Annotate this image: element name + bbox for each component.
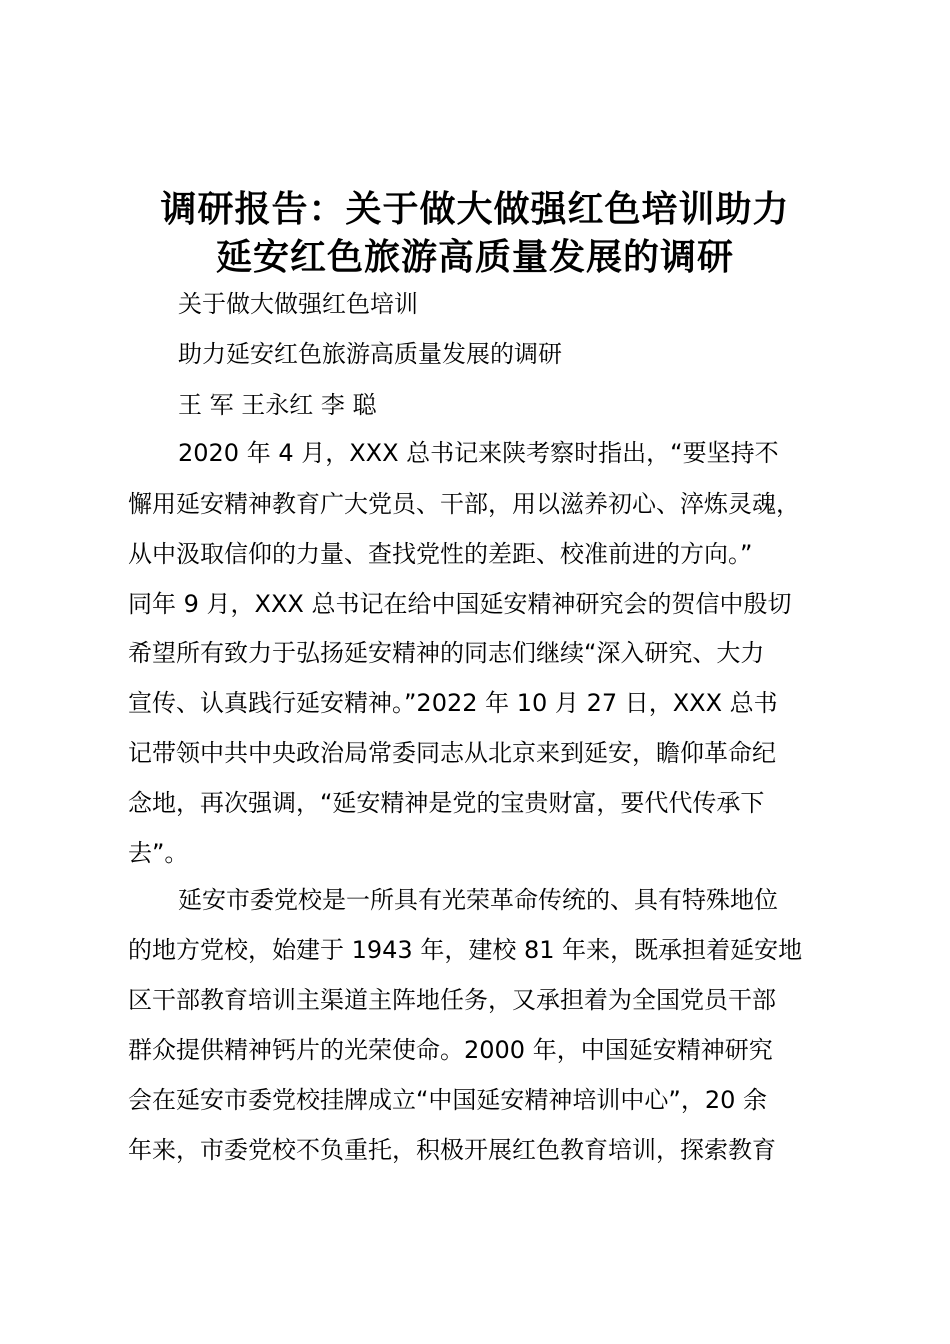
subtitle-line-1: 关于做大做强红色培训: [178, 290, 418, 318]
paragraph-2-line-2: 的地方党校，始建于 1943 年，建校 81 年来，既承担着延安地: [128, 936, 803, 964]
paragraph-1-line-8: 念地，再次强调，“延安精神是党的宝贵财富，要代代传承下: [128, 789, 765, 817]
authors: 王 军 王永红 李 聪: [178, 391, 377, 419]
document-title-line-1: 调研报告：关于做大做强红色培训助力: [160, 189, 790, 230]
document-title-line-2: 延安红色旅游高质量发展的调研: [215, 237, 734, 278]
paragraph-1-line-2: 懈用延安精神教育广大党员、干部，用以滋养初心、淬炼灵魂，: [128, 490, 800, 518]
paragraph-2-line-6: 年来，市委党校不负重托，积极开展红色教育培训，探索教育: [128, 1136, 776, 1164]
paragraph-2-line-3: 区干部教育培训主渠道主阵地任务，又承担着为全国党员干部: [128, 986, 776, 1014]
paragraph-2-line-4: 群众提供精神钙片的光荣使命。2000 年，中国延安精神研究: [128, 1036, 773, 1064]
paragraph-1-line-4: 同年 9 月，XXX 总书记在给中国延安精神研究会的贺信中殷切: [128, 590, 792, 618]
subtitle-line-2: 助力延安红色旅游高质量发展的调研: [178, 340, 562, 368]
paragraph-1-line-5: 希望所有致力于弘扬延安精神的同志们继续“深入研究、大力: [128, 639, 765, 667]
paragraph-1-line-6: 宣传、认真践行延安精神。”2022 年 10 月 27 日，XXX 总书: [128, 689, 778, 717]
paragraph-1-line-1: 2020 年 4 月，XXX 总书记来陕考察时指出，“要坚持不: [178, 439, 779, 467]
paragraph-2-line-5: 会在延安市委党校挂牌成立“中国延安精神培训中心”，20 余: [128, 1086, 768, 1114]
paragraph-1-line-9: 去”。: [128, 839, 189, 867]
paragraph-1-line-3: 从中汲取信仰的力量、查找党性的差距、校准前进的方向。”: [128, 540, 753, 568]
paragraph-1-line-7: 记带领中共中央政治局常委同志从北京来到延安，瞻仰革命纪: [128, 739, 776, 767]
paragraph-2-line-1: 延安市委党校是一所具有光荣革命传统的、具有特殊地位: [178, 886, 778, 914]
